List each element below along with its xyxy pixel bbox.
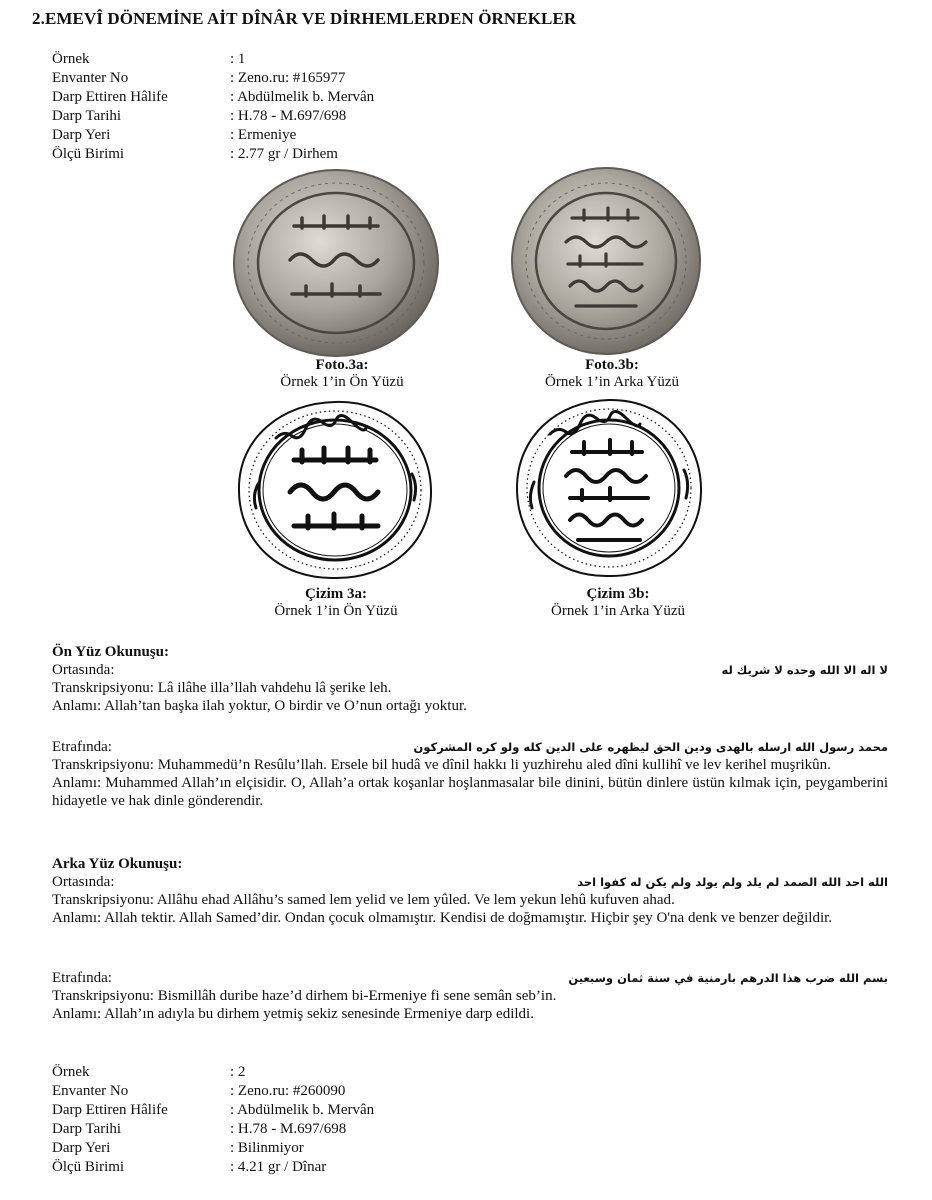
meta-row bbox=[52, 1082, 374, 1101]
meta-key: Darp Tarihi bbox=[52, 108, 122, 124]
around-label: Etrafında: bbox=[52, 739, 112, 755]
caption-title: Çizim 3a: bbox=[304, 586, 368, 602]
obverse-reading-section bbox=[52, 643, 888, 715]
meta-value: : H.78 - M.697/698 bbox=[230, 108, 347, 124]
meta-row bbox=[52, 1120, 374, 1139]
meta-value: : Abdülmelik b. Mervân bbox=[230, 89, 375, 105]
meta-key: Darp Ettiren Hâlife bbox=[52, 89, 168, 105]
obverse-around-section bbox=[52, 738, 888, 810]
meta-value: : Zeno.ru: #260090 bbox=[230, 1083, 346, 1099]
meta-key: Darp Yeri bbox=[52, 1140, 111, 1156]
arabic-inscription: محمد رسول الله ارسله بالهدى ودين الحق ليظهره على الدين كله ولو كره المشركون bbox=[413, 740, 888, 754]
caption-title: Foto.3a: bbox=[315, 357, 369, 373]
meta-key: Envanter No bbox=[52, 70, 129, 86]
meta-row bbox=[52, 69, 374, 88]
center-label: Ortasında: bbox=[52, 874, 115, 890]
transcription: Transkripsiyonu: Allâhu ehad Allâhu’s samed lem yelid ve lem yûled. Ve lem yekun lehû kufuven ahad. bbox=[52, 892, 675, 908]
meta-value: : Bilinmiyor bbox=[230, 1140, 304, 1156]
meta-row bbox=[52, 1063, 374, 1082]
meta-key: Örnek bbox=[52, 1064, 90, 1080]
meta-key: Ölçü Birimi bbox=[52, 146, 125, 162]
example1-meta bbox=[52, 50, 374, 164]
meta-row bbox=[52, 107, 374, 126]
caption-subtitle: Örnek 1’in Ön Yüzü bbox=[280, 374, 404, 390]
meta-value: : 4.21 gr / Dînar bbox=[230, 1159, 327, 1175]
meta-value: : 1 bbox=[230, 51, 246, 67]
coin-drawing-obverse bbox=[236, 398, 434, 582]
meta-row bbox=[52, 50, 374, 69]
transcription: Transkripsiyonu: Muhammedü’n Resûlu’llah. Ersele bil hudâ ve dînil hakkı li yuzhirehu aled dîni kullihî ve lev kerihel muşrikûn. bbox=[52, 757, 831, 773]
meta-row bbox=[52, 1158, 374, 1177]
meta-row bbox=[52, 1139, 374, 1158]
meta-value: : H.78 - M.697/698 bbox=[230, 1121, 347, 1137]
arabic-inscription: لا اله الا الله وحده لا شريك له bbox=[721, 663, 888, 677]
around-label: Etrafında: bbox=[52, 970, 112, 986]
meaning: Anlamı: Allah’tan başka ilah yoktur, O birdir ve O’nun ortağı yoktur. bbox=[52, 698, 467, 714]
meaning: Anlamı: Muhammed Allah’ın elçisidir. O, Allah’a ortak koşanlar hoşlanmasalar bile dinini, bütün dinlere üstün kılmak için, peygamberini hidayetle ve hak dinle gönderendir. bbox=[52, 775, 888, 809]
meta-key: Darp Ettiren Hâlife bbox=[52, 1102, 168, 1118]
caption-foto-3b bbox=[482, 357, 742, 391]
meta-key: Örnek bbox=[52, 51, 90, 67]
arabic-inscription: الله احد الله الصمد لم يلد ولم يولد ولم يكن له كفوا احد bbox=[577, 875, 888, 889]
meta-value: : 2 bbox=[230, 1064, 246, 1080]
coin-photo-reverse bbox=[510, 166, 702, 356]
transcription: Transkripsiyonu: Bismillâh duribe haze’d dirhem bi-Ermeniye fi sene semân seb’in. bbox=[52, 988, 557, 1004]
center-label-row bbox=[52, 661, 888, 679]
transcription: Transkripsiyonu: Lâ ilâhe illa’llah vahdehu lâ şerike leh. bbox=[52, 680, 392, 696]
caption-cizim-3b bbox=[488, 586, 748, 620]
section-title: Arka Yüz Okunuşu: bbox=[52, 856, 183, 872]
center-label: Ortasında: bbox=[52, 662, 115, 678]
section-title: Ön Yüz Okunuşu: bbox=[52, 644, 169, 660]
meta-row bbox=[52, 145, 374, 164]
caption-title: Foto.3b: bbox=[585, 357, 639, 373]
meta-key: Darp Tarihi bbox=[52, 1121, 122, 1137]
center-label-row bbox=[52, 873, 888, 891]
page-heading: 2.EMEVÎ DÖNEMİNE AİT DÎNÂR VE DİRHEMLERDEN ÖRNEKLER bbox=[32, 9, 577, 28]
meaning: Anlamı: Allah’ın adıyla bu dirhem yetmiş sekiz senesinde Ermeniye darp edildi. bbox=[52, 1006, 534, 1022]
arabic-inscription: بسم الله ضرب هذا الدرهم بارمنية في سنة ثمان وسبعين bbox=[568, 971, 888, 985]
meta-value: : Zeno.ru: #165977 bbox=[230, 70, 346, 86]
meaning: Anlamı: Allah tektir. Allah Samed’dir. Ondan çocuk olmamıştır. Kendisi de doğmamıştır. Hiçbir şey O'na denk ve benzer değildir. bbox=[52, 910, 833, 926]
coin-drawing-reverse bbox=[514, 396, 704, 580]
coin-photo-obverse bbox=[232, 168, 440, 358]
caption-subtitle: Örnek 1’in Arka Yüzü bbox=[545, 374, 679, 390]
meta-row bbox=[52, 1101, 374, 1120]
reverse-around-section bbox=[52, 969, 888, 1023]
meta-row bbox=[52, 126, 374, 145]
caption-foto-3a bbox=[212, 357, 472, 391]
example2-meta bbox=[52, 1063, 374, 1177]
caption-subtitle: Örnek 1’in Ön Yüzü bbox=[274, 603, 398, 619]
meta-value: : 2.77 gr / Dirhem bbox=[230, 146, 338, 162]
meta-key: Ölçü Birimi bbox=[52, 1159, 125, 1175]
reverse-reading-section bbox=[52, 855, 888, 927]
meta-key: Darp Yeri bbox=[52, 127, 111, 143]
meta-value: : Ermeniye bbox=[230, 127, 297, 143]
caption-title: Çizim 3b: bbox=[586, 586, 650, 602]
caption-cizim-3a bbox=[206, 586, 466, 620]
meta-key: Envanter No bbox=[52, 1083, 129, 1099]
meta-value: : Abdülmelik b. Mervân bbox=[230, 1102, 375, 1118]
around-label-row bbox=[52, 969, 888, 987]
meta-row bbox=[52, 88, 374, 107]
caption-subtitle: Örnek 1’in Arka Yüzü bbox=[551, 603, 685, 619]
around-label-row bbox=[52, 738, 888, 756]
